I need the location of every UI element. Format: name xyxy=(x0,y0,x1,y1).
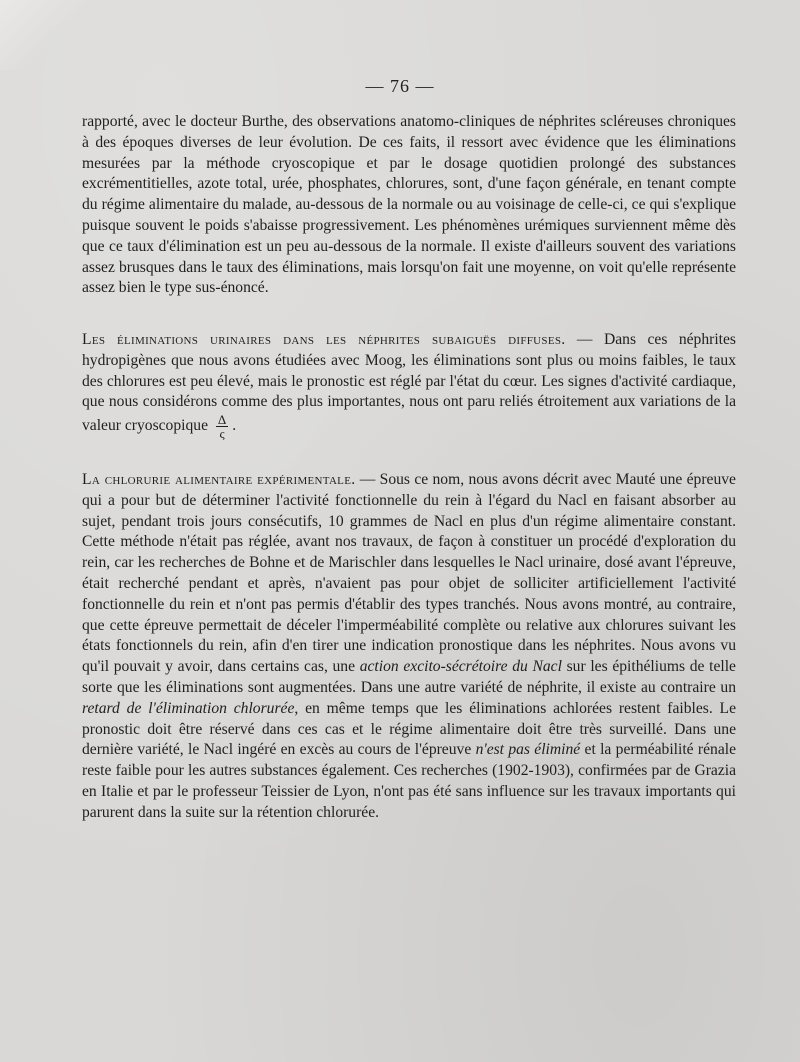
paragraph-chlorurie-alimentaire xyxy=(82,470,736,824)
page-number: — 76 — xyxy=(365,76,435,96)
paragraph-text-b: sur les épithéliums de telle sorte que les éliminations sont augmentées. Dans une autre variété de néphrite, il existe au contraire un xyxy=(82,658,736,696)
paragraph-subacute-nephritis xyxy=(82,330,736,440)
paragraph-text-a: — Sous ce nom, nous avons décrit avec Mauté une épreuve qui a pour but de déterminer l'activité fonctionnelle du rein à l'égard du Nacl en faisant absorber au sujet, pendant trois jours consécutifs, 10 grammes de Nacl en plus d'un régime alimentaire constant. Cette méthode n'était pas réglée, avant nos travaux, de façon à constituer un procédé d'exploration du rein, car les recherches de Bohne et de Marischler dans lesquelles le Nacl urinaire, dosé avant l'épreuve, était recherché pendant et après, n'avaient pas pour objet de solliciter artificiellement l'activité fonctionnelle du rein et n'ont pas permis d'établir des types tranchés. Nous avons montré, au contraire, que cette épreuve permettait de déceler l'imperméabilité complète ou relative aux chlorures suivant les états fonctionnels du rein, afin d'en tirer une indication pronostique dans les néphrites. Nous avons vu qu'il pouvait y avoir, dans certains cas, une xyxy=(82,471,736,676)
italic-phrase-retard: retard de l'élimination chlorurée xyxy=(82,699,295,717)
paragraph-text-d: et la perméabilité rénale reste faible pour les autres substances également. Ces recherches (1902-1903), confirmées par de Grazia en Italie et par le professeur Teissier de Lyon, n'ont pas été sans influence sur les travaux importants qui parurent dans la suite sur la rétention chlorurée. xyxy=(82,741,737,821)
paper-fold-shading xyxy=(0,0,90,70)
section-heading-chlorurie: La chlorurie alimentaire expérimentale. xyxy=(82,471,356,488)
paragraph-burthe-observations xyxy=(82,112,736,299)
paragraph-text: — Dans ces néphrites hydropigènes que nous avons étudiées avec Moog, les éliminations sont plus ou moins faibles, le taux des chlorures est peu élevé, mais le pronostic est réglé par l'état du cœur. Les signes d'activité cardiaque, que nous considérons comme des plus importantes, nous ont paru reliés étroitement aux variations de la valeur cryoscopique xyxy=(82,331,736,435)
paragraph-tail: . xyxy=(232,417,237,435)
fraction-denominator: ς xyxy=(219,426,225,442)
fraction-numerator: Δ xyxy=(217,412,227,428)
paragraph-text-c: , en même temps que les éliminations achlorées restent faibles. Le pronostic doit être réservé dans ces cas et le régime alimentaire doit être très surveillé. Dans une dernière variété, le Nacl ingéré en excès au cours de l'épreuve xyxy=(82,699,736,759)
paragraph-text: rapporté, avec le docteur Burthe, des observations anatomo-cliniques de néphrites scléreuses chroniques à des époques diverses de leur évolution. De ces faits, il ressort avec évidence que les éliminations mesurées par la méthode cryoscopique et par le dosage quotidien prolongé des substances excrémentitielles, azote total, urée, phosphates, chlorures, sont, d'une façon générale, en tenant compte du régime alimentaire du malade, au-dessous de la normale ou au voisinage de celle-ci, ce qui s'explique puisque souvent le poids s'abaisse progressivement. Les phénomènes urémiques surviennent même dès que ce taux d'élimination est un peu au-dessous de la normale. Il existe d'ailleurs souvent des variations assez brusques dans le taux des éliminations, mais lorsqu'on fait une moyenne, on voit qu'elle représente assez bien le type sus-énoncé. xyxy=(82,113,736,297)
italic-phrase-non-elimine: n'est pas éliminé xyxy=(475,741,581,759)
cryoscopic-fraction xyxy=(216,413,228,440)
section-heading-eliminations: Les éliminations urinaires dans les néphrites subaiguës diffuses. xyxy=(82,331,566,348)
italic-phrase-action: action excito-sécrétoire du Nacl xyxy=(359,658,562,676)
